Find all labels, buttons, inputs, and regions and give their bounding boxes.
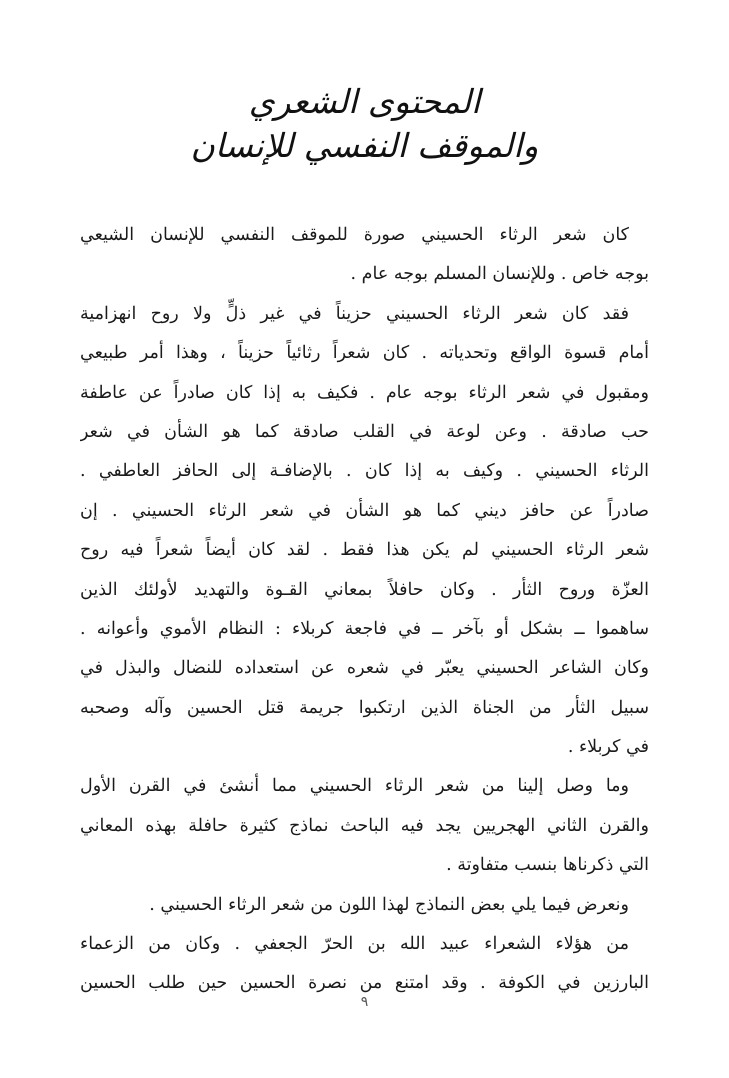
text-line: وكان الشاعر الحسيني يعبّر في شعره عن استعداده للنضال والبذل في — [80, 658, 649, 679]
text-line: وما وصل إلينا من شعر الرثاء الحسيني مما أنشئ في القرن الأول — [80, 776, 629, 797]
text-line: شعر الرثاء الحسيني لم يكن هذا فقط . لقد كان أيضاً شعراً فيه روح — [80, 540, 649, 561]
text-line: سبيل الثأر من الجناة الذين ارتكبوا جريمة قتل الحسين وآله وصحبه — [80, 697, 649, 718]
chapter-title — [0, 80, 729, 168]
text-line: من هؤلاء الشعراء عبيد الله بن الحرّ الجعفي . وكان من الزعماء — [80, 934, 629, 955]
text-line: في كربلاء . — [567, 737, 649, 758]
text-line: التي ذكرناها بنسب متفاوتة . — [446, 855, 649, 876]
text-line: بوجه خاص . وللإنسان المسلم بوجه عام . — [350, 264, 649, 285]
text-line: الرثاء الحسيني . وكيف به إذا كان . بالإضافـة إلى الحافز العاطفي . — [80, 461, 649, 482]
page-number: ٩ — [360, 994, 369, 1010]
text-line: أمام قسوة الواقع وتحدياته . كان شعراً رثائياً حزيناً ، وهذا أمر طبيعي — [80, 343, 649, 364]
text-line: كان شعر الرثاء الحسيني صورة للموقف النفسي للإنسان الشيعي — [80, 225, 629, 245]
text-line: العزّة وروح الثأر . وكان حافلاً بمعاني القـوة والتهديد لأولئك الذين — [80, 579, 649, 600]
text-line: ومقبول في شعر الرثاء بوجه عام . فكيف به إذا كان صادراً عن عاطفة — [80, 382, 649, 403]
chapter-title-line-2: والموقف النفسي للإنسان — [190, 126, 539, 165]
body-text — [80, 216, 649, 1004]
text-line: حب صادقة . وعن لوعة في القلب صادقة كما هو الشأن في شعر — [80, 421, 649, 442]
text-line: ساهموا ــ بشكل أو بآخر ــ في فاجعة كربلاء : النظام الأموي وأعوانه . — [80, 618, 649, 639]
text-line: ونعرض فيما يلي بعض النماذج لهذا اللون من شعر الرثاء الحسيني . — [149, 894, 629, 915]
text-line: والقرن الثاني الهجريين يجد فيه الباحث نماذج كثيرة حافلة بهذه المعاني — [80, 815, 649, 836]
text-line: فقد كان شعر الرثاء الحسيني حزيناً في غير ذلٍّ ولا روح انهزامية — [80, 303, 629, 324]
chapter-title-line-1: المحتوى الشعري — [248, 82, 481, 121]
text-line: صادراً عن حافز ديني كما هو الشأن في شعر الرثاء الحسيني . إن — [80, 500, 649, 521]
text-line: البارزين في الكوفة . وقد امتنع من نصرة الحسين حين طلب الحسين — [80, 973, 649, 994]
